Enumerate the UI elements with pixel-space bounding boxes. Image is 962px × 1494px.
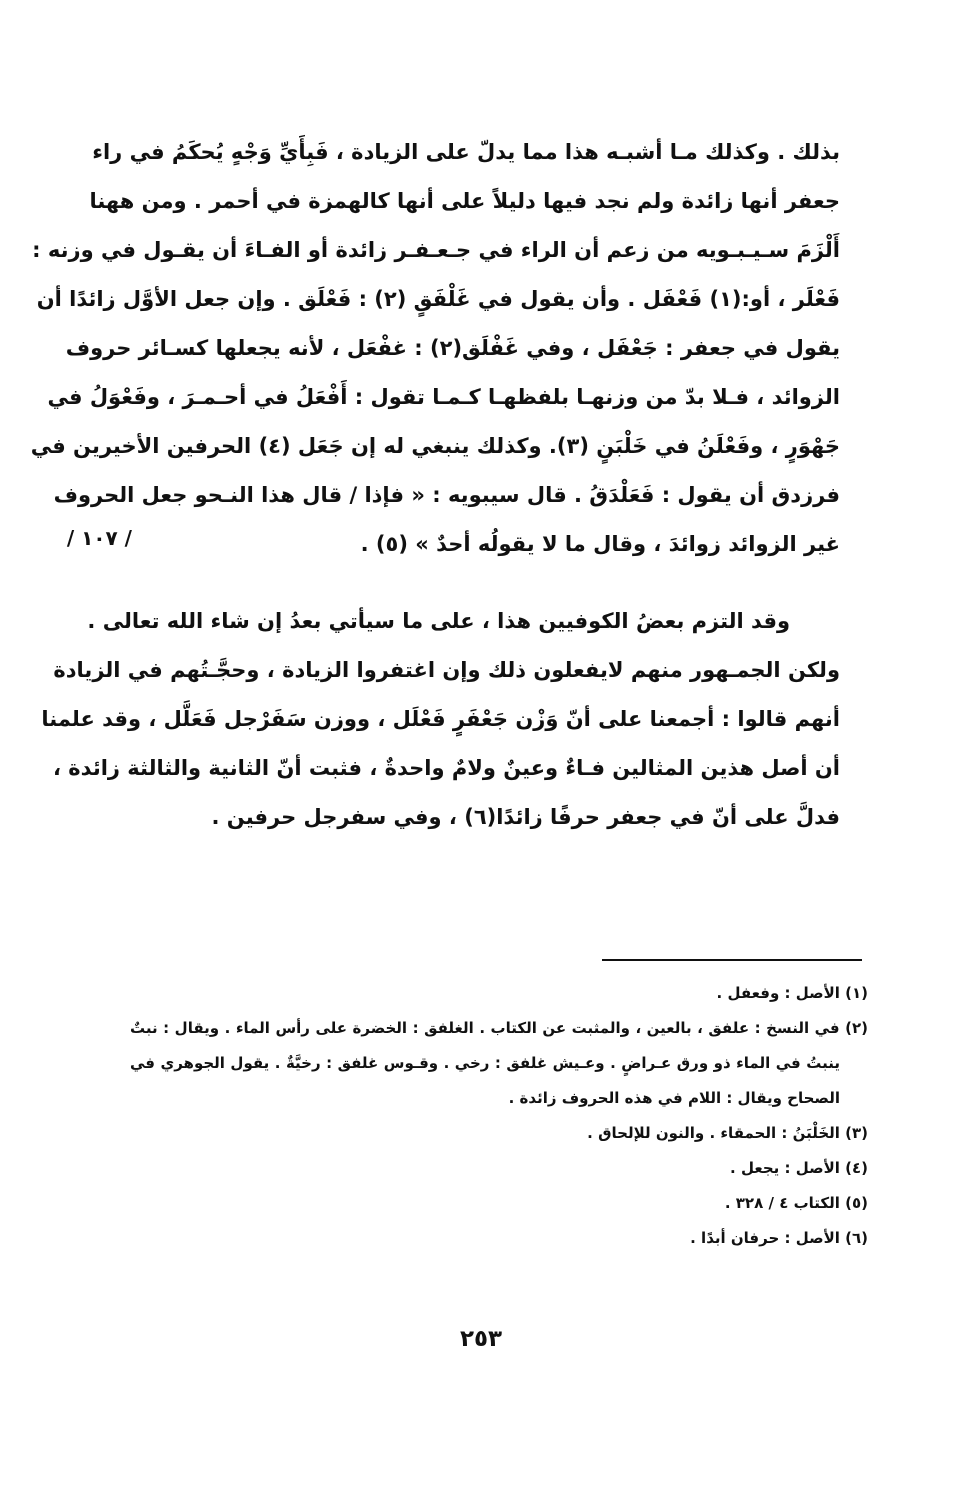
text-line: الزوائد ، فـلا بدّ من وزنهـا بلفظهـا كـمـا تقول : أَفْعَلُ في أحـمـرَ ، وفَعْوَلُ في	[47, 385, 840, 409]
text-line: يقول في جعفر : جَعْفَل ، وفي غَفْلَق(٢) : غفْعَل ، لأنه يجعلها كسـائر حروف	[65, 336, 840, 360]
text-line: أَلْزَمَ سـيـبـويه من زعم أن الراء في جـعـفـر زائدة أو الفـاءَ أن يقـول في وزنه :	[32, 238, 840, 262]
text-line: فدلَّ على أنّ في جعفر حرفًا زائدًا(٦) ، وفي سفرجل حرفين .	[211, 805, 840, 829]
footnote-continuation: الصحاح ويقال : اللام في هذه الحروف زائدة .	[508, 1089, 840, 1107]
text-line: غير الزوائد زوائدَ ، وقال ما لا يقولُه أحدٌ » (٥) .	[360, 532, 840, 556]
text-line: فَعْلَر ، أو:(١) فَعْفَل . وأن يقول في غَلْفَقٍ (٢) : فَعْلَق . وإن جعل الأوَّل زائدًا أن	[36, 287, 840, 311]
footnote: (٦) الأصل : حرفان أبدًا .	[690, 1229, 868, 1247]
footnote: (٥) الكتاب ٤ / ٣٢٨ .	[724, 1194, 868, 1212]
page-number: ٢٥٣	[459, 1326, 503, 1352]
footnote-continuation: ينبتُ في الماء ذو ورق عـراضٍ . وعـيش غلفق : رخي . وقـوس غلفق : رخيَّةٌ . يقول الجوهري في	[130, 1054, 840, 1072]
margin-page-reference: / ١٠٧ /	[66, 526, 132, 550]
text-line: فرزدق أن يقول : فَعَلْدَقُ . قال سيبويه : « فإذا / قال هذا النـحو جعل الحروف	[53, 483, 840, 507]
text-line: ولكن الجمـهور منهم لايفعلون ذلك وإن اغتفروا الزيادة ، وحجَّـتُهم في الزيادة	[53, 658, 840, 682]
footnote: (٢) في النسخ : علفق ، بالعين ، والمثبت عن الكتاب . الغلفق : الخضرة على رأس الماء . ويقال : نبتٌ	[130, 1019, 868, 1037]
footnotes	[130, 976, 868, 1256]
footnote: (١) الأصل : وفعفل .	[716, 984, 868, 1002]
footnote: (٣) الخَلْبَنُ : الحمقاء . والنون للإلحاق .	[587, 1124, 868, 1142]
text-line: جعفر أنها زائدة ولم نجد فيها دليلاً على أنها كالهمزة في أحمر . ومن ههنا	[89, 189, 840, 213]
footnote: (٤) الأصل : يجعل .	[730, 1159, 868, 1177]
text-line: وقد التزم بعضُ الكوفيين هذا ، على ما سيأتي بعدُ إن شاء الله تعالى .	[87, 609, 790, 633]
paragraph-gap	[130, 569, 840, 597]
text-line: أنهم قالوا : أجمعنا على أنّ وَزْن جَعْفَرٍ فَعْلَل ، ووزن سَفَرْجل فَعَلَّل ، وقد علمنا	[41, 707, 840, 731]
text-line: جَهْوَرٍ ، وفَعْلَنُ في خَلْبَنٍ (٣). وكذلك ينبغي له إن جَعَل (٤) الحرفين الأخيرين في	[30, 434, 840, 458]
text-line: بذلك . وكذلك مـا أشبـه هذا مما يدلّ على الزيادة ، فَبِأَيِّ وَجْهٍ يُحكَمُ في راء	[92, 140, 840, 164]
footnote-divider	[602, 959, 862, 961]
text-line: أن أصل هذين المثالين فـاءٌ وعينٌ ولامٌ واحدةٌ ، فثبت أنّ الثانية والثالثة زائدة ،	[53, 756, 840, 780]
